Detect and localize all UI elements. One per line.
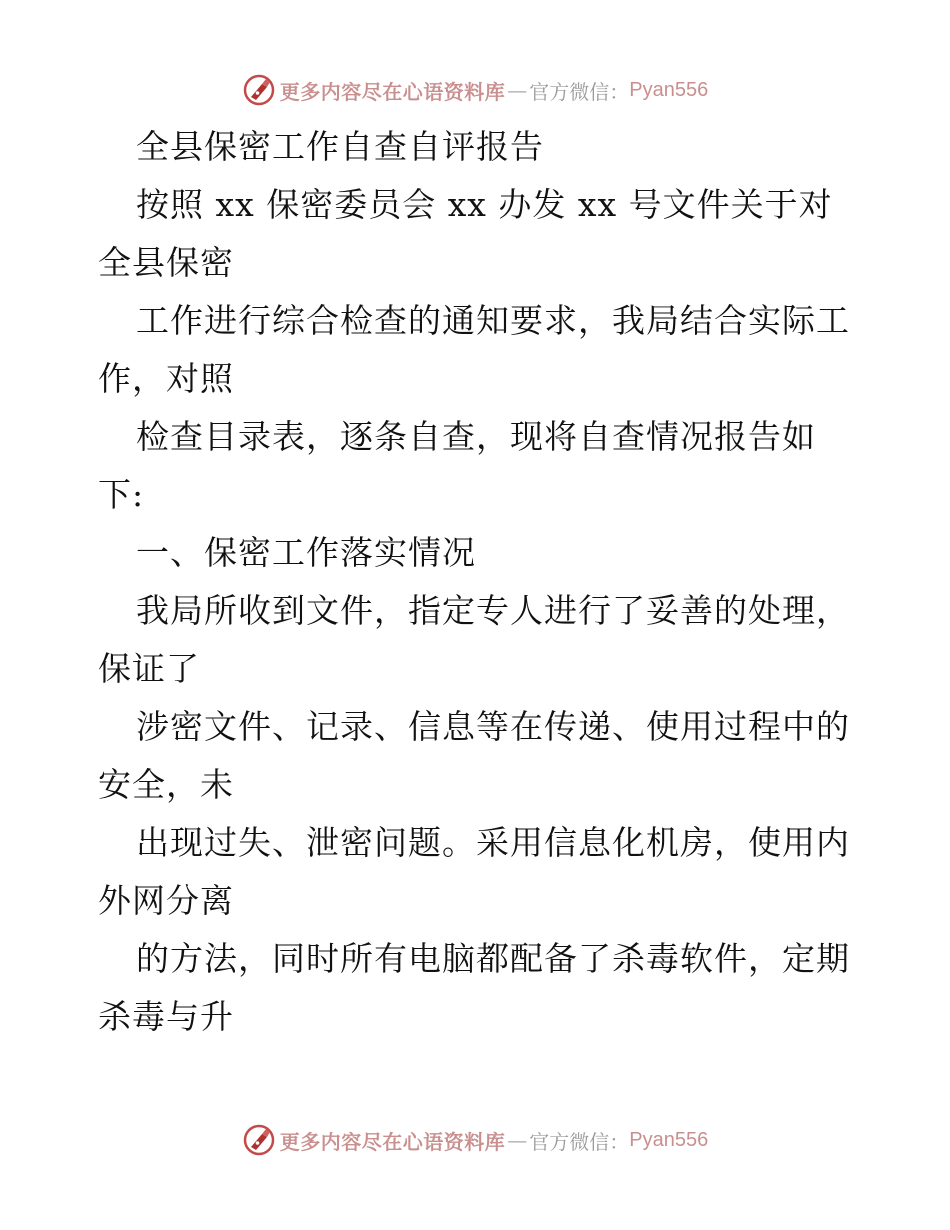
paragraph-line: 下:: [98, 475, 145, 514]
paragraph-line: 全县保密: [98, 243, 234, 282]
paragraph-line: 安全，未: [98, 765, 234, 804]
footer-watermark: [0, 1120, 950, 1160]
paragraph-line: 按照 xx 保密委员会 xx 办发 xx 号文件关于对: [136, 185, 833, 224]
pen-nib-logo-icon: [242, 73, 276, 107]
paragraph-line: 工作进行综合检查的通知要求，我局结合实际工: [136, 301, 850, 340]
watermark-dash: —: [507, 78, 528, 102]
paragraph-line: 外网分离: [98, 881, 234, 920]
watermark-wechat-id: Pyan556: [629, 1128, 709, 1151]
watermark-main-text: 更多内容尽在心语资料库: [279, 79, 506, 104]
paragraph-line: 出现过失、泄密问题。采用信息化机房，使用内: [136, 823, 850, 862]
section-heading: 一、保密工作落实情况: [136, 533, 476, 572]
paragraph-line: 杀毒与升: [98, 997, 234, 1036]
watermark-wechat-id: Pyan556: [629, 78, 709, 101]
header-watermark: [0, 70, 950, 110]
paragraph-line: 涉密文件、记录、信息等在传递、使用过程中的: [136, 707, 850, 746]
paragraph-line: 的方法，同时所有电脑都配备了杀毒软件，定期: [136, 939, 850, 978]
paragraph-line: 作，对照: [98, 359, 234, 398]
pen-nib-logo-icon: [242, 1123, 276, 1157]
paragraph-line: 保证了: [98, 649, 200, 688]
watermark-main-text: 更多内容尽在心语资料库: [279, 1129, 506, 1154]
watermark-sub-text: 官方微信：: [529, 79, 630, 104]
document-body: [98, 118, 858, 1046]
document-title: 全县保密工作自查自评报告: [136, 127, 544, 166]
watermark-sub-text: 官方微信：: [529, 1129, 630, 1154]
watermark-dash: —: [507, 1128, 528, 1152]
paragraph-line: 检查目录表，逐条自查，现将自查情况报告如: [136, 417, 816, 456]
paragraph-line: 我局所收到文件，指定专人进行了妥善的处理，: [136, 591, 850, 630]
